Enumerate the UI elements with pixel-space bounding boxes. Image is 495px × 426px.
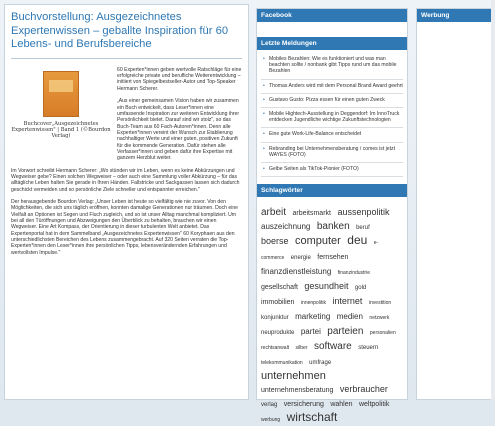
tag-link[interactable]: innenpolitik [300,300,326,307]
tag-link[interactable]: investition [368,300,392,307]
tag-link[interactable]: gesundheit [304,281,349,292]
news-item[interactable] [261,80,403,94]
tag-link[interactable]: marketing [295,312,331,322]
tag-link[interactable]: gesellschaft [261,284,298,292]
tag-link[interactable]: computer [294,235,341,248]
article-paragraph-2: „Aus einer gemeinsamen Vision haben wir zusammen ein Buch entwickelt, dass Leser*innen eine umfassende Inspiration zur weiteren Entwicklung ihrer Persönlichkeit bietet. Darauf sind wir stolz", so das Buch-Team aus 60 Fach-Autoren*innen. Denn alle Experten*innen vereint der Wunsch zur Etablierung nachhaltiger Werte und einer guten, positiven Zukunft für die kommende Generation. Dafür stehen alle Verfasser*innen und geben dafür ihre Expertise mit ganzem Herzblut weiter. [117,98,240,162]
tag-link[interactable]: deu [347,233,368,248]
tag-link[interactable]: energie [290,255,311,262]
tag-link[interactable]: auszeichnung [261,222,311,232]
article-title: Buchvorstellung: Ausgezeichnetes Expertenwissen – geballte Inspiration für 60 Lebens- und Berufsbereiche [11,11,242,59]
tag-link[interactable]: telekommunikation [261,360,303,367]
news-link[interactable]: Gustavo Gusto: Pizza essen für einen guten Zweck [269,96,385,103]
tag-link[interactable]: werbung [261,417,281,424]
tag-link[interactable]: silber [295,345,308,352]
news-link[interactable]: Thomas Anders wird mit dem Personal Brand Award geehrt [269,82,403,89]
tag-link[interactable]: verlag [261,402,278,409]
tag-link[interactable]: partei [300,327,321,337]
tag-link[interactable]: verbraucher [339,384,388,395]
book-cover-image [43,71,79,117]
facebook-heading: Facebook [257,9,407,22]
sidebar [256,8,408,425]
news-item[interactable] [261,94,403,108]
advertising-panel [416,8,495,400]
tag-link[interactable]: boerse [261,236,289,247]
tag-link[interactable]: beruf [356,225,370,232]
tag-link[interactable]: steuern [358,345,379,352]
tag-link[interactable]: internet [332,296,363,307]
news-link[interactable]: Mobiles Bezahlen: Wie es funktioniert und was man beachten sollte / nonbank gibt Tipps rund um das mobile Bezahlen [269,56,397,75]
news-link[interactable]: Mobile Hightech-Ausstellung in Deggendorf: Im InnoTruck entdecken Jugendliche wichtige Zukunftstechnologien [269,111,400,124]
tag-link[interactable]: wahlen [330,401,353,409]
news-link[interactable]: Gelbe Seiten als TikTok-Pionier (FOTO) [269,166,359,173]
tag-link[interactable]: medien [336,312,363,322]
tag-link[interactable]: finanzindustrie [337,270,370,277]
tag-link[interactable]: versicherung [283,401,324,409]
page-scrollbar[interactable] [491,0,495,400]
news-item[interactable] [261,163,403,177]
latest-news-list [257,53,407,177]
news-link[interactable]: Rebranding bei Unternehmensberatung / comes ist jetzt WAYES (FOTO) [269,145,395,158]
tag-link[interactable]: gold [354,285,367,292]
book-cover-caption: Buchcover„Ausgezeichnetes Expertenwissen" | Band 1 (©Bourdon Verlag) [11,120,111,140]
tag-link[interactable]: arbeitsmarkt [292,210,331,218]
article-panel [4,4,249,400]
article-paragraph-3: Im Vorwort schreibt Hermann Scherer: „Wo stünden wir im Leben, wenn es keine Abkürzungen und Wegweiser gebe? Einen solchen Wegweiser – oder auch eine Sammlung voller Abkürzung – für das alltägliche Leben halten Sie gerade in Ihren Händen. Fallstricke und Sackgassen lassen sich dadurch geschickt vermeiden und so persönliche Ziele schneller und entspannter erreichen." [11,167,240,193]
tag-link[interactable]: arbeit [261,207,287,219]
book-cover-figure [11,69,111,157]
facebook-widget-space [257,25,407,37]
tag-link[interactable]: banken [316,221,350,233]
tag-link[interactable]: umfrage [309,360,332,367]
article-paragraph-4: Der herausgebende Bourdon Verlag: „Unser Leben ist heute so vielfältig wie nie zuvor. Von den Möglichkeiten, die sich uns täglich eröffnen, konnten damalige Generationen nur träumen. Doch eine Vielfalt an Optionen ist Segen und Fluch zugleich, und so ist unser Alltag manchmal kompliziert. Um bei all den Türöffnungen und Abzweigungen den Überblick zu behalten, brauchen wir einen Wegweiser. Eine Art Kompass, der Orientierung in dieser turbulenten Welt anbietet. Das Expertenportal hat in dem Sammelband „Ausgezeichnetes Expertenwissen" 60 Koryphaen aus den unterschiedlichsten Bereichen des Lebens zusammengebracht. Auf 320 Seiten verraten die Top-Experten*innen den Leser*innen ihre persönlichen Tipps, lebensverändernden Erfahrungen und wertvollsten Impulse." [11,198,239,256]
article-paragraph-1: 60 Experten*innen geben wertvolle Ratschläge für eine erfolgreiche private und berufliche Weiterentwicklung – initiiert von Spiegelbestseller-Autor und Top-Speaker Hermann Scherer. [117,66,242,92]
tag-link[interactable]: aussenpolitik [337,207,390,218]
news-link[interactable]: Eine gute Work-Life-Balance entscheidet [269,131,362,138]
tag-link[interactable]: wirtschaft [286,410,338,425]
tag-link[interactable]: unternehmensberatung [261,387,334,395]
tag-link[interactable]: immobilien [261,299,295,307]
latest-news-heading: Letzte Meldungen [257,37,407,50]
tag-cloud [257,200,407,426]
tag-link[interactable]: neuprodukte [261,330,295,337]
news-item[interactable] [261,108,403,128]
tag-link[interactable]: e-commerce [261,240,379,262]
tag-link[interactable]: software [313,341,352,353]
news-item[interactable] [261,128,403,142]
tag-link[interactable]: rechtsanwalt [261,345,290,352]
tag-link[interactable]: konjunktur [261,315,289,322]
tag-link[interactable]: finanzdienstleistung [261,267,332,277]
advertising-heading: Werbung [417,9,494,22]
tags-heading: Schlagwörter [257,184,407,197]
tag-link[interactable]: weltpolitik [358,401,390,409]
tag-link[interactable]: personalien [369,330,396,337]
news-item[interactable] [261,143,403,163]
tag-link[interactable]: unternehmen [261,370,326,383]
news-item[interactable] [261,53,403,80]
tag-link[interactable]: netzwerk [369,315,390,322]
tag-link[interactable]: fernsehen [317,254,349,262]
tag-link[interactable]: parteien [327,326,364,338]
